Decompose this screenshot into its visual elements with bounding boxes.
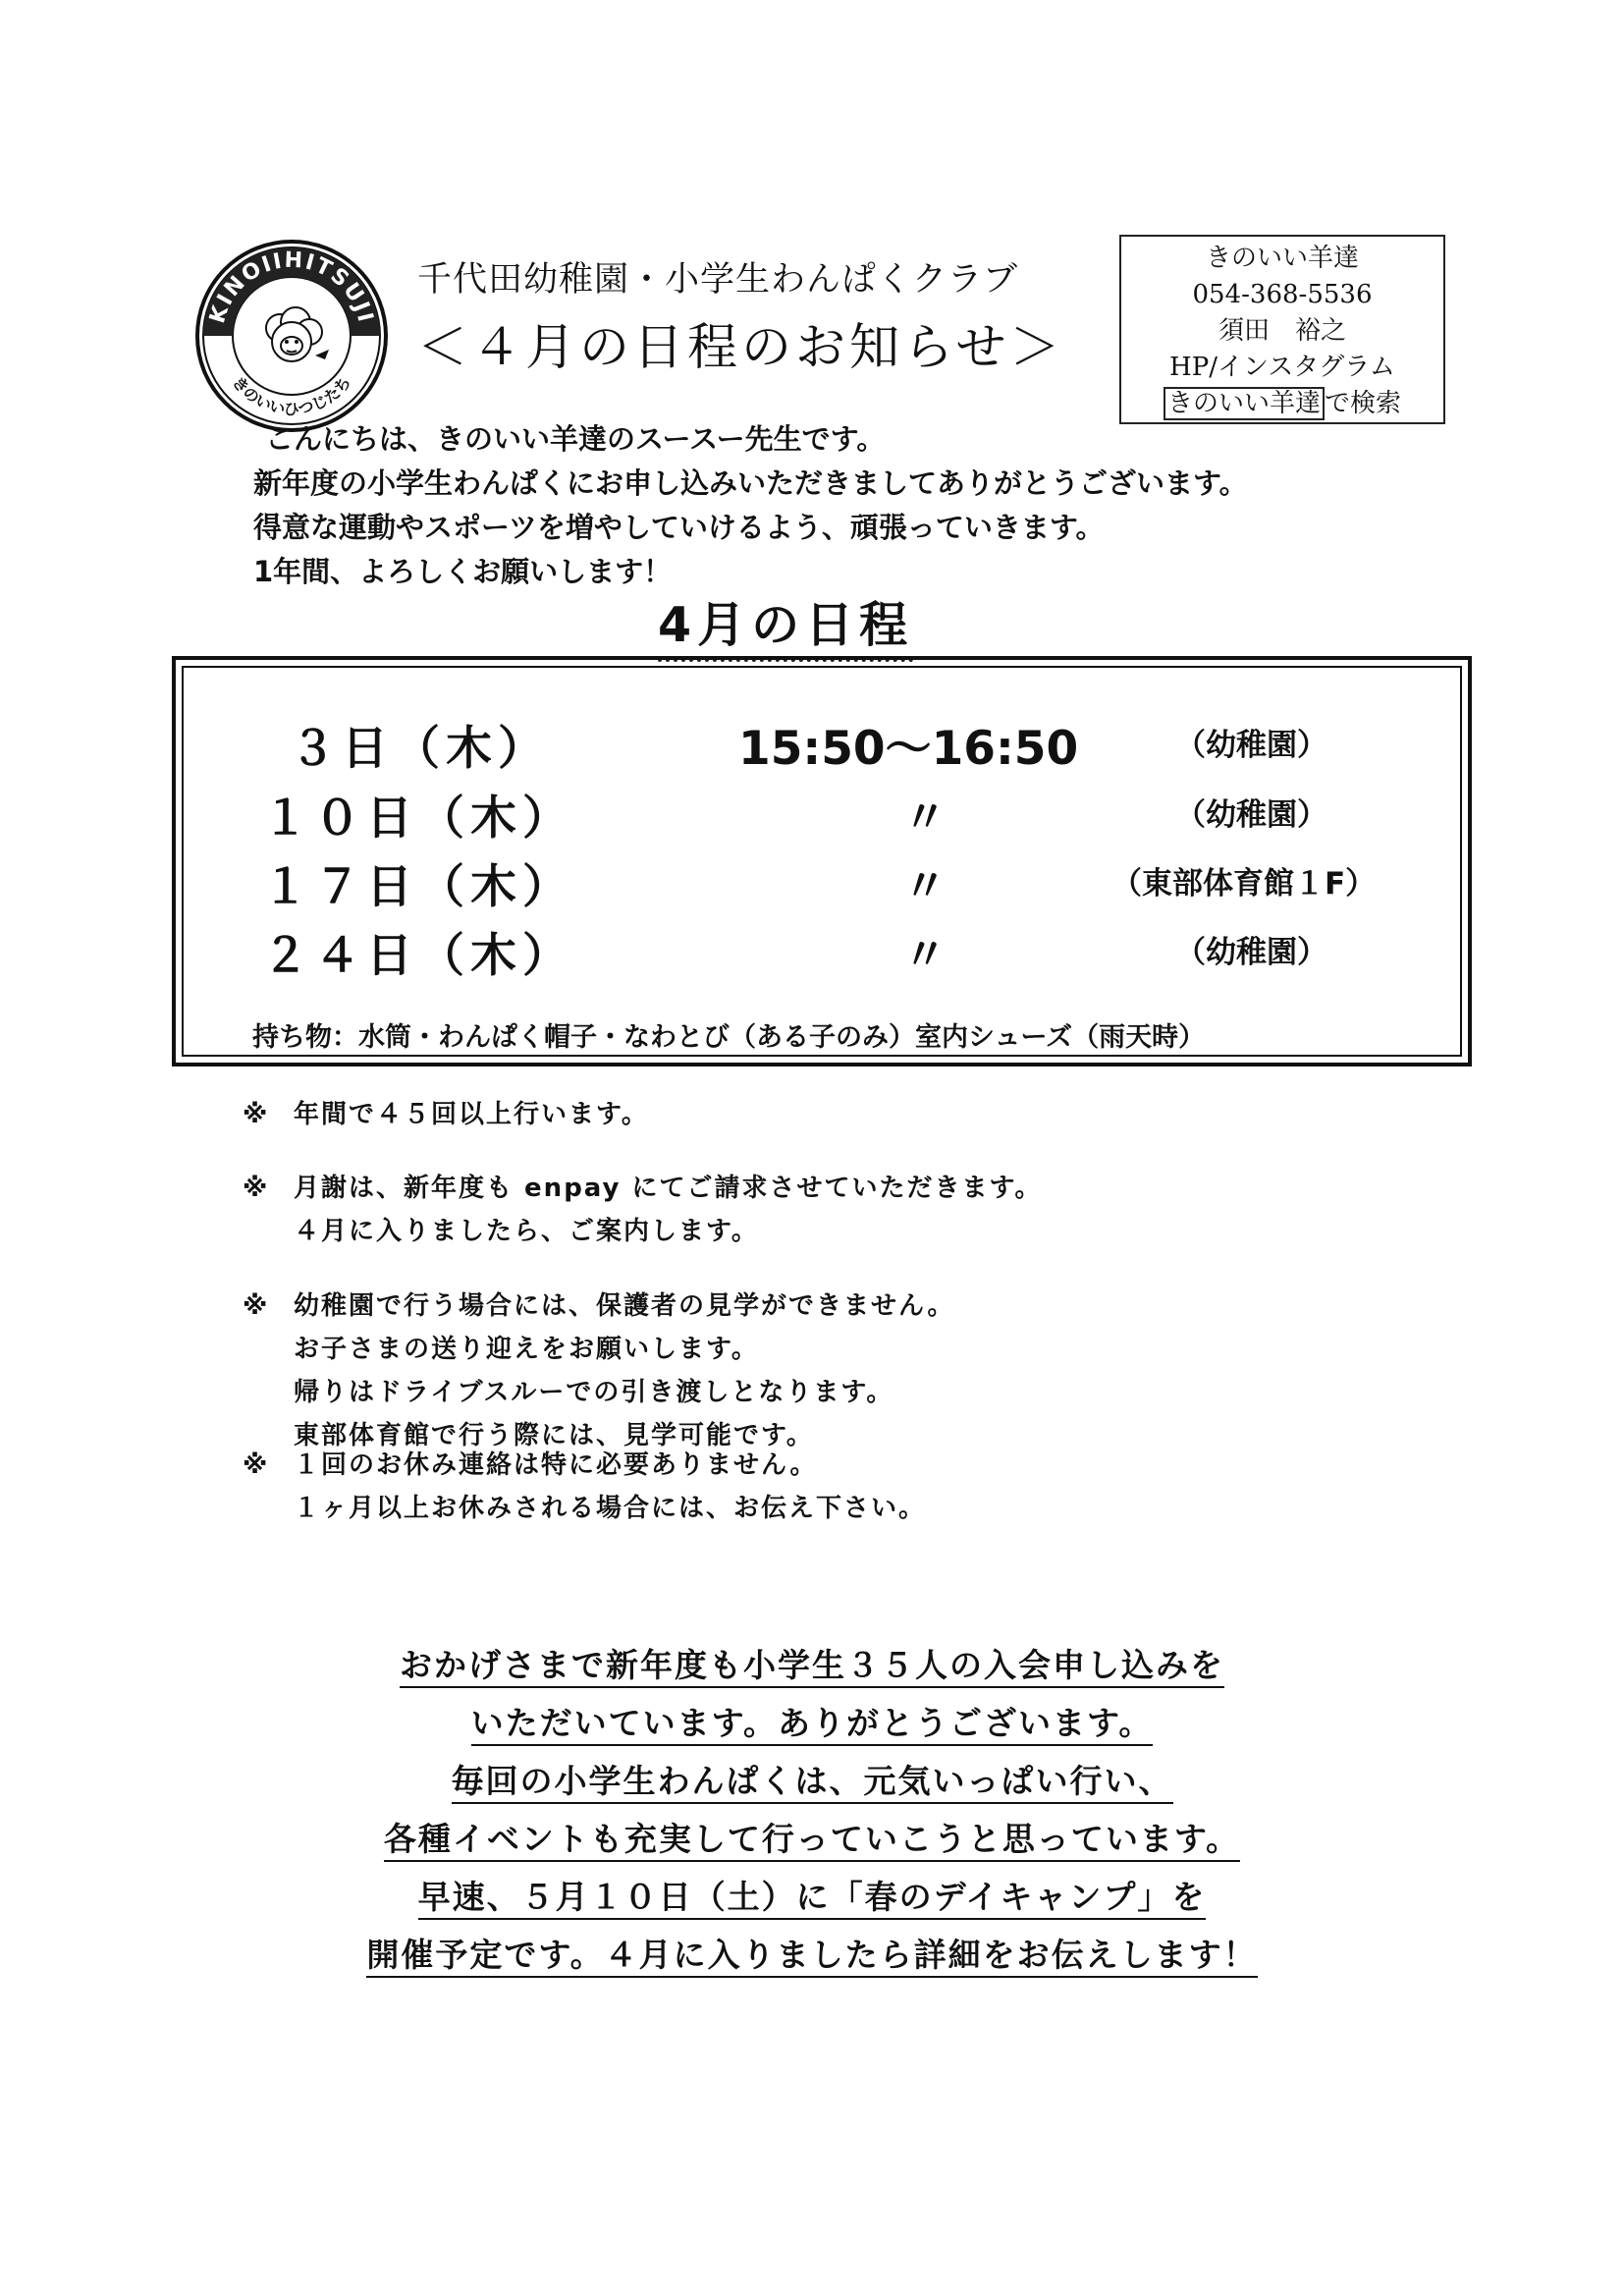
closing-line: 毎回の小学生わんぱくは、元気いっぱい行い、 [452,1761,1173,1804]
schedule-place: （幼稚園） [1175,935,1327,970]
contact-box [1119,235,1445,424]
note-line: 幼稚園で行う場合には、保護者の見学ができません。 [294,1291,955,1321]
note-item [243,1167,1042,1253]
schedule-time: 〃 [903,930,947,980]
greeting-line: 1年間、よろしくお願いします！ [253,555,673,588]
note-line: １回のお休み連絡は特に必要ありません。 [294,1450,818,1480]
schedule-place: （幼稚園） [1175,797,1327,833]
belongings-text: 持ち物：水筒・わんぱく帽子・なわとび（ある子のみ）室内シューズ（雨天時） [252,1015,1205,1057]
greeting-line: こんにちは、きのいい羊達のスースー先生です。 [265,422,886,456]
schedule-time: 15:50～16:50 [738,722,1079,776]
note-mark: ※ [243,1100,268,1129]
logo-seal [193,238,390,434]
contact-name: きのいい羊達 [1205,244,1359,273]
contact-phone: 054-368-5536 [1192,280,1373,309]
closing-line: 開催予定です。４月に入りましたら詳細をお伝えします！ [366,1935,1257,1978]
organization-name: 千代田幼稚園・小学生わんぱくクラブ [417,260,1019,300]
schedule-date: １０日（木） [262,792,574,846]
logo-ring-text-jp: きのいいひつじたち [228,372,355,418]
closing-line: 早速、５月１０日（土）に「春のデイキャンプ」を [418,1877,1207,1920]
note-line: 年間で４５回以上行います。 [294,1100,649,1129]
schedule-row [184,712,1460,776]
contact-person: 須田 裕之 [1218,316,1346,346]
schedule-table [182,666,1462,1057]
note-line: お子さまの送り迎えをお願いします。 [294,1335,759,1364]
note-line: 帰りはドライブスルーでの引き渡しとなります。 [294,1378,894,1407]
note-mark: ※ [243,1174,268,1203]
greeting-line: 得意な運動やスポーツを増やしていけるよう、頑張っていきます。 [253,511,1105,544]
schedule-box [172,656,1472,1066]
page-title: ＜４月の日程のお知らせ＞ [417,319,1064,377]
schedule-row [184,850,1460,914]
search-suffix: で検索 [1325,389,1402,418]
search-keyword: きのいい羊達 [1164,387,1325,420]
sheep-icon [266,307,329,361]
greeting-text [253,417,1248,594]
note-mark: ※ [243,1450,268,1480]
greeting-line: 新年度の小学生わんぱくにお申し込みいただきましてありがとうございます。 [253,466,1248,500]
schedule-place: （東部体育館１F） [1111,866,1377,902]
closing-line: いただいています。ありがとうございます。 [471,1703,1154,1746]
schedule-place: （幼稚園） [1175,728,1327,763]
note-line: 月謝は、新年度も enpay にてご請求させていただきます。 [294,1174,1043,1203]
note-line: ４月に入りましたら、ご案内します。 [294,1217,759,1246]
note-item [243,1285,955,1457]
note-mark: ※ [243,1291,268,1321]
schedule-time: 〃 [903,793,947,843]
note-line: １ヶ月以上お休みされる場合には、お伝え下さい。 [294,1494,927,1523]
closing-message [0,1640,1624,1988]
closing-line: おかげさまで新年度も小学生３５人の入会申し込みを [400,1645,1224,1688]
note-item [243,1093,649,1136]
contact-hp-label: HP/インスタグラム [1169,353,1395,382]
note-line: 東部体育館で行う際には、見学可能です。 [294,1421,814,1450]
schedule-date: １７日（木） [262,860,574,914]
note-item [243,1444,926,1530]
schedule-heading: 4月の日程 [658,587,913,662]
schedule-time: 〃 [903,861,947,911]
logo-ring-text: KINOIIHITSUJI [205,247,378,327]
schedule-date: ２４日（木） [262,929,574,983]
closing-line: 各種イベントも充実して行っていこうと思っています。 [384,1819,1240,1862]
schedule-row [184,782,1460,846]
schedule-date: ３日（木） [290,722,550,776]
schedule-row [184,919,1460,983]
